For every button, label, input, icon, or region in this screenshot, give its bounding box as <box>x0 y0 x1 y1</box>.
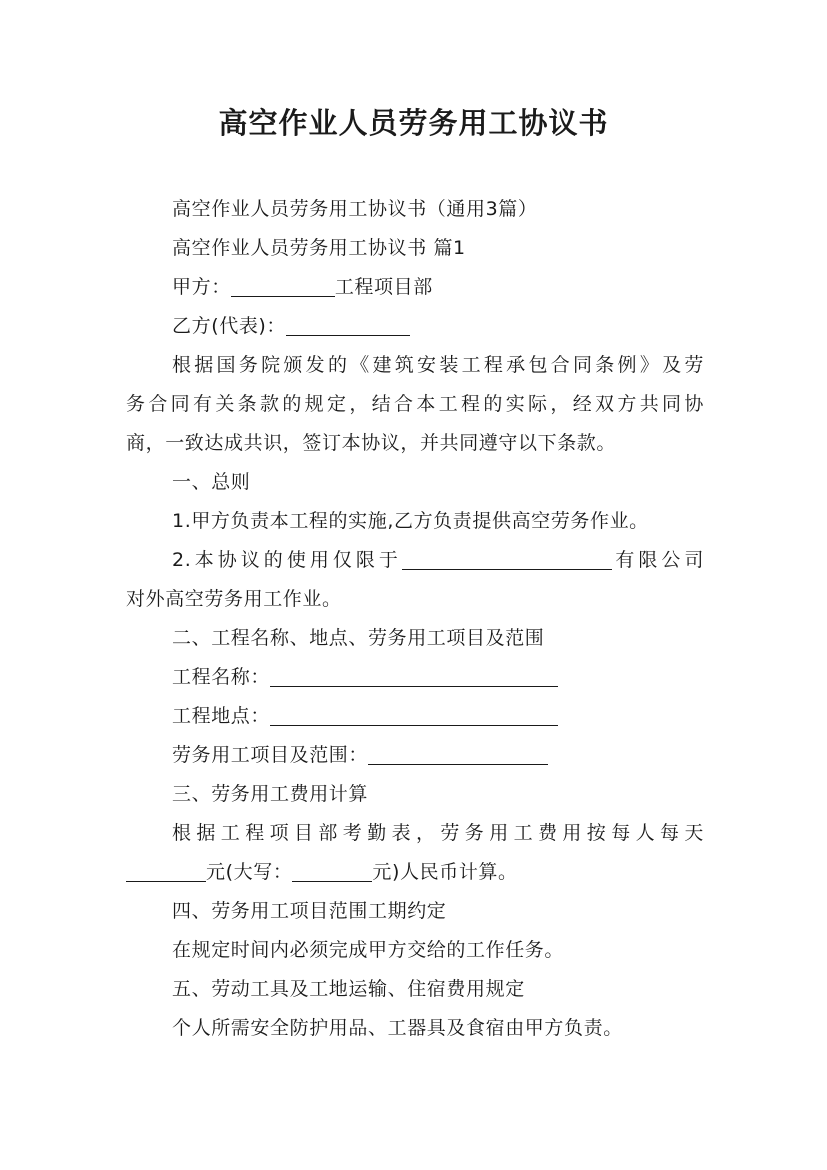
section-2-heading: 二、工程名称、地点、劳务用工项目及范围 <box>172 627 545 649</box>
project-location-blank <box>270 703 558 726</box>
fee-unit: 元(大写： <box>206 861 293 883</box>
party-b-blank <box>286 313 410 336</box>
section-5-heading: 五、劳动工具及工地运输、住宿费用规定 <box>172 978 525 1000</box>
section-3-heading: 三、劳务用工费用计算 <box>172 783 369 805</box>
fee-tail: 元)人民币计算。 <box>372 861 518 883</box>
document-subtitle: 高空作业人员劳务用工协议书（通用3篇） <box>172 198 538 220</box>
daily-fee-blank <box>126 859 206 882</box>
part-heading: 高空作业人员劳务用工协议书 篇1 <box>172 237 466 259</box>
section-4-text: 在规定时间内必须完成甲方交给的工作任务。 <box>172 939 565 961</box>
section-1-item-2 <box>126 541 704 580</box>
party-a-suffix: 工程项目部 <box>334 276 433 298</box>
project-location-line <box>126 697 704 736</box>
party-a-line <box>126 268 704 307</box>
party-a-label: 甲方： <box>172 276 231 298</box>
intro-line-2: 务合同有关条款的规定，结合本工程的实际，经双方共同协 <box>126 393 704 415</box>
item-2-suffix: 有限公司 <box>611 549 704 571</box>
scope-label: 劳务用工项目及范围： <box>172 744 369 766</box>
project-name-line <box>126 658 704 697</box>
fee-line-1: 根据工程项目部考勤表，劳务用工费用按每人每天 <box>172 822 704 844</box>
section-5-text: 个人所需安全防护用品、工器具及食宿由甲方负责。 <box>172 1017 623 1039</box>
project-name-blank <box>270 664 558 687</box>
scope-line <box>126 736 704 775</box>
document-title: 高空作业人员劳务用工协议书 <box>218 106 609 140</box>
project-name-label: 工程名称： <box>172 666 271 688</box>
scope-blank <box>368 742 548 765</box>
section-1-heading: 一、总则 <box>172 471 251 493</box>
project-location-label: 工程地点： <box>172 705 271 727</box>
party-b-label: 乙方(代表)： <box>172 315 287 337</box>
document-body <box>126 190 704 1048</box>
company-name-blank <box>402 547 612 570</box>
intro-line-3: 商，一致达成共识，签订本协议，并共同遵守以下条款。 <box>126 432 617 454</box>
fee-capital-blank <box>292 859 372 882</box>
section-4-heading: 四、劳务用工项目范围工期约定 <box>172 900 447 922</box>
section-1-item-1: 1.甲方负责本工程的实施,乙方负责提供高空劳务作业。 <box>172 510 649 532</box>
party-a-blank <box>231 274 335 297</box>
intro-line-1: 根据国务院颁发的《建筑安装工程承包合同条例》及劳 <box>172 354 704 376</box>
party-b-line <box>126 307 704 346</box>
fee-line-2 <box>126 853 704 892</box>
item-2-prefix: 2.本协议的使用仅限于 <box>172 549 402 571</box>
section-1-item-2-continued: 对外高空劳务用工作业。 <box>126 588 342 610</box>
